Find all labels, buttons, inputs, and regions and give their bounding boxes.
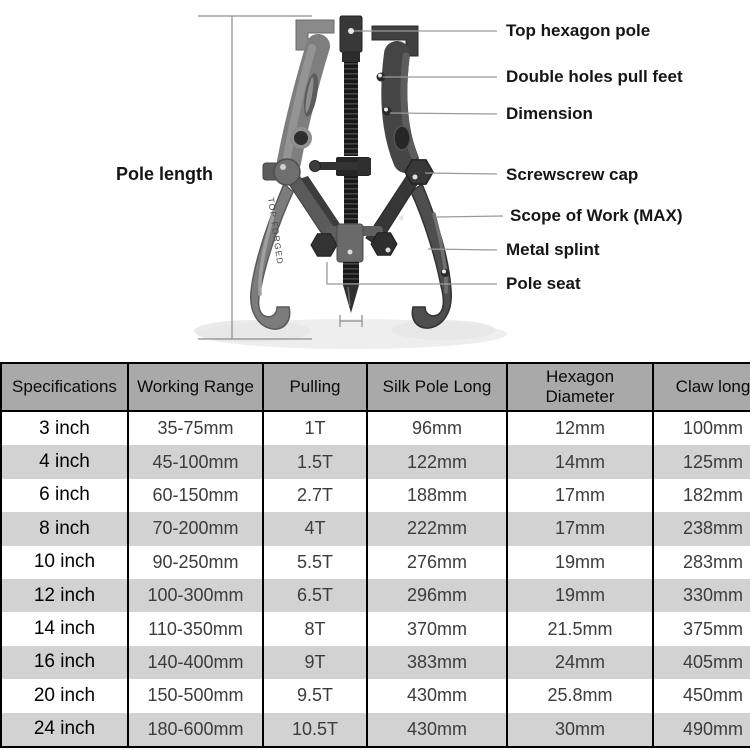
spec-cell: 8 inch: [39, 517, 90, 539]
screw-tip: [343, 262, 359, 313]
header-row: [1, 363, 750, 411]
spec-cell: 17mm: [507, 512, 653, 545]
spec-cell: 276mm: [367, 546, 507, 579]
callout-pole-seat: Pole seat: [506, 274, 581, 293]
spec-cell: 1.5T: [263, 445, 367, 478]
spec-cell: 60-150mm: [128, 479, 263, 512]
spec-cell: 12 inch: [33, 584, 96, 606]
spec-cell: 100mm: [653, 411, 750, 445]
engraving-text: TOP FORGED: [266, 196, 286, 266]
spec-cell: 2.7T: [263, 479, 367, 512]
spec-cell: 4 inch: [39, 451, 90, 473]
table-row: [1, 679, 750, 712]
pole-length-label: Pole length: [116, 164, 214, 184]
spec-cell: 9T: [263, 646, 367, 679]
table-row: [1, 612, 750, 645]
spec-cell: 383mm: [367, 646, 507, 679]
shadow: [194, 319, 507, 349]
puller-diagram: [0, 0, 750, 362]
table-row: [1, 546, 750, 579]
spec-cell: 5.5T: [263, 546, 367, 579]
spec-cell: 430mm: [367, 679, 507, 712]
spec-cell: 96mm: [367, 411, 507, 445]
col-header-pulling: Pulling: [263, 363, 367, 411]
table-row: [1, 411, 750, 445]
spec-cell: 21.5mm: [507, 612, 653, 645]
spec-cell: 19mm: [507, 546, 653, 579]
spec-cell: 12mm: [507, 411, 653, 445]
spec-cell: 24mm: [507, 646, 653, 679]
spec-cell: 6 inch: [39, 484, 90, 506]
table-row: [1, 646, 750, 679]
spec-cell: 70-200mm: [128, 512, 263, 545]
spec-cell: 238mm: [653, 512, 750, 545]
spec-cell: 8T: [263, 612, 367, 645]
spec-cell: 3 inch: [39, 417, 90, 439]
spec-cell: 30mm: [507, 713, 653, 747]
spec-cell: 24 inch: [33, 718, 96, 740]
spec-cell: 110-350mm: [128, 612, 263, 645]
col-header-hexagon-diameter: Hexagon Diameter: [507, 363, 653, 411]
table-row: [1, 713, 750, 747]
table-row: [1, 479, 750, 512]
spec-cell: 375mm: [653, 612, 750, 645]
spec-cell: 150-500mm: [128, 679, 263, 712]
leader-screwscrew-cap: [425, 173, 497, 174]
spec-cell: 140-400mm: [128, 646, 263, 679]
spec-table: [0, 362, 750, 748]
spec-cell: 182mm: [653, 479, 750, 512]
spec-cell: 10 inch: [33, 551, 96, 573]
spec-cell: 180-600mm: [128, 713, 263, 747]
spec-cell: 1T: [263, 411, 367, 445]
spec-cell: 450mm: [653, 679, 750, 712]
table-row: [1, 512, 750, 545]
spec-cell: 100-300mm: [128, 579, 263, 612]
spec-cell: 370mm: [367, 612, 507, 645]
spec-cell: 14 inch: [33, 618, 96, 640]
callout-screwscrew-cap: Screwscrew cap: [506, 165, 639, 184]
spec-cell: 9.5T: [263, 679, 367, 712]
spec-cell: 490mm: [653, 713, 750, 747]
spec-cell: 16 inch: [33, 651, 96, 673]
spec-cell: 14mm: [507, 445, 653, 478]
col-header-working-range: Working Range: [128, 363, 263, 411]
spec-cell: 20 inch: [33, 684, 96, 706]
spec-cell: 10.5T: [263, 713, 367, 747]
spec-cell: 45-100mm: [128, 445, 263, 478]
spec-cell: 90-250mm: [128, 546, 263, 579]
callout-dimension: Dimension: [506, 104, 593, 123]
spec-cell: 6.5T: [263, 579, 367, 612]
callout-scope-of-work: Scope of Work (MAX): [510, 206, 683, 225]
callout-metal-splint: Metal splint: [506, 240, 600, 259]
col-header-silk-pole-long: Silk Pole Long: [367, 363, 507, 411]
spec-cell: 188mm: [367, 479, 507, 512]
spec-cell: 430mm: [367, 713, 507, 747]
spec-cell: 222mm: [367, 512, 507, 545]
col-header-claw-long: Claw long: [653, 363, 750, 411]
spec-cell: 122mm: [367, 445, 507, 478]
leader-scope-of-work: [437, 216, 503, 217]
spec-cell: 283mm: [653, 546, 750, 579]
spec-cell: 35-75mm: [128, 411, 263, 445]
callout-top-hexagon-pole: Top hexagon pole: [506, 21, 651, 40]
spec-cell: 25.8mm: [507, 679, 653, 712]
spec-cell: 296mm: [367, 579, 507, 612]
spec-cell: 4T: [263, 512, 367, 545]
spec-cell: 125mm: [653, 445, 750, 478]
spec-cell: 330mm: [653, 579, 750, 612]
spec-cell: 17mm: [507, 479, 653, 512]
table-row: [1, 579, 750, 612]
spec-cell: 19mm: [507, 579, 653, 612]
col-header-specifications: Specifications: [1, 363, 128, 411]
callout-double-holes-pull-feet: Double holes pull feet: [506, 67, 683, 86]
table-row: [1, 445, 750, 478]
spec-cell: 405mm: [653, 646, 750, 679]
